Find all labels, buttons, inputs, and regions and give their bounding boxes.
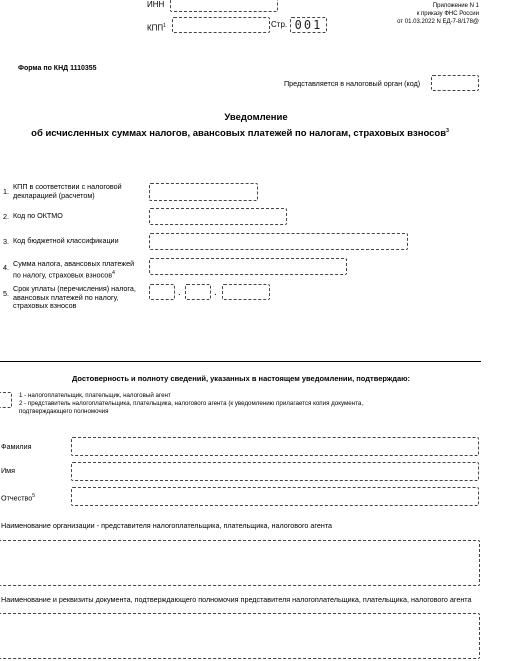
field-1-number: 1. [3, 187, 9, 196]
field-4-label: Сумма налога, авансовых платежей по налогу, страховых взносов$^4$ [13, 259, 135, 279]
kpp-declaration-field[interactable] [149, 183, 258, 201]
org-name-field[interactable] [0, 540, 480, 586]
surname-field[interactable] [71, 437, 479, 456]
signer-type-field[interactable] [0, 392, 12, 408]
name-label: Имя [1, 466, 15, 475]
field-3-number: 3. [3, 237, 9, 246]
payment-month-field[interactable] [185, 284, 211, 300]
tax-authority-code-field[interactable] [431, 75, 479, 91]
kbk-field[interactable] [149, 233, 408, 250]
page-number-field[interactable]: 001 [290, 17, 327, 33]
document-title: Уведомление [224, 112, 288, 123]
date-separator: . [178, 287, 181, 298]
field-5-number: 5. [3, 289, 9, 298]
kpp-label: КПП$^1$ [147, 23, 166, 33]
inn-field[interactable] [170, 0, 278, 12]
payment-day-field[interactable] [149, 284, 175, 300]
payment-year-field[interactable] [222, 284, 270, 300]
org-name-label: Наименование организации - представителя налогоплательщика, плательщика, налогового агента [1, 521, 333, 530]
field-2-number: 2. [3, 212, 9, 221]
field-3-label: Код бюджетной классификации [13, 236, 119, 245]
confirmation-title: Достоверность и полноту сведений, указанных в настоящем уведомлении, подтверждаю: [71, 374, 411, 383]
oktmo-field[interactable] [149, 208, 287, 225]
surname-label: Фамилия [1, 442, 32, 451]
tax-amount-field[interactable] [149, 258, 347, 275]
appendix-note: Приложение N 1 к приказу ФНС России от 01.03.2022 N ЕД-7-8/178@ [397, 3, 479, 25]
name-field[interactable] [71, 462, 479, 481]
kpp-field[interactable] [172, 17, 270, 33]
page-label: Стр. [271, 20, 288, 29]
authority-doc-label: Наименование и реквизиты документа, подтверждающего полномочия представителя налогоплательщика, плательщика, налогового агента [1, 595, 472, 604]
authority-doc-field[interactable] [0, 613, 480, 659]
date-separator: . [214, 287, 217, 298]
tax-authority-label: Представляется в налоговый орган (код) [284, 79, 421, 88]
patronymic-field[interactable] [71, 487, 479, 506]
field-2-label: Код по ОКТМО [13, 211, 63, 220]
inn-label: ИНН [147, 0, 165, 9]
form-code: Форма по КНД 1110355 [18, 65, 97, 72]
document-subtitle: об исчисленных суммах налогов, авансовых платежей по налогам, страховых взносов$^3$ [31, 128, 449, 140]
patronymic-label: Отчество$^5$ [1, 493, 36, 503]
field-1-label: КПП в соответствии с налоговой декларацией (расчетом) [13, 182, 122, 200]
section-divider [0, 361, 481, 362]
field-4-number: 4. [3, 263, 9, 272]
field-5-label: Срок уплаты (перечисления) налога, авансовых платежей по налогу, страховых взносов [13, 284, 136, 310]
signer-type-options: 1 - налогоплательщик, плательщик, налоговый агент 2 - представитель налогоплательщика, плательщика, налогового агента (к уведомлению прилагается копия документа, подтверждающего полномочия [19, 392, 364, 415]
